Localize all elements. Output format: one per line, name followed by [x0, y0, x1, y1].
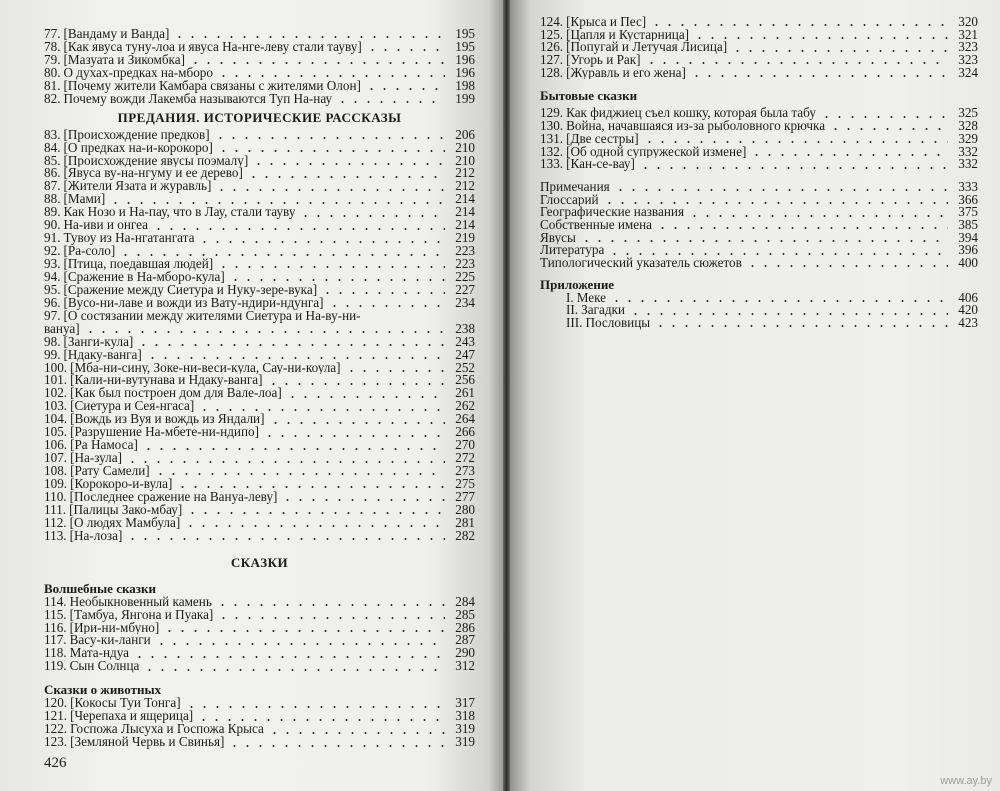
toc-entry: 111. [Палицы Зако-мбау] 280	[44, 501, 475, 517]
leader-dots	[365, 88, 445, 90]
leader-dots	[614, 189, 948, 191]
toc-entry: 83. [Происхождение предков] 206	[44, 126, 475, 142]
leader-dots	[217, 75, 445, 77]
toc-entry: 106. [Ра Намоса] 270	[44, 437, 475, 453]
toc-entry: 128. [Журавль и его жена] 324	[540, 64, 978, 80]
leader-dots	[126, 461, 445, 463]
leader-dots	[216, 604, 445, 606]
leader-dots	[580, 240, 948, 242]
leader-dots	[286, 396, 445, 398]
toc-entry: 92. [Ра-соло] 223	[44, 243, 475, 259]
leader-dots	[610, 300, 948, 302]
toc-entry: 82. Почему вожди Лакемба называются Туп На-нау 199	[44, 90, 475, 106]
leader-dots	[820, 116, 948, 118]
toc-entry: 125. [Цапля и Кустарница] 321	[540, 26, 978, 42]
leader-dots	[608, 253, 948, 255]
leader-dots	[688, 215, 948, 217]
toc-entry: 89. Как Нозо и На-пау, что в Лау, стали тауву 214	[44, 204, 475, 220]
leader-dots	[154, 473, 445, 475]
leader-dots	[336, 101, 445, 103]
toc-list-left-a	[44, 28, 475, 106]
leader-dots	[693, 37, 948, 39]
leader-dots	[639, 167, 948, 169]
leader-dots	[629, 313, 948, 315]
leader-dots	[299, 215, 445, 217]
leader-dots	[281, 499, 445, 501]
leader-dots	[137, 344, 445, 346]
toc-entry-continuation: вануа] 238	[44, 320, 475, 336]
toc-entry: Собственные имена 385	[540, 216, 978, 232]
leader-dots	[84, 331, 445, 333]
leader-dots	[829, 128, 948, 130]
leader-dots	[645, 62, 948, 64]
toc-entry: 130. Война, начавшаяся из-за рыболовного крючка 328	[540, 118, 978, 134]
toc-entry: 97. [О состязании между жителями Сиетура и На-ву-ни-	[44, 307, 361, 323]
toc-entry: 88. [Мами] 214	[44, 191, 475, 207]
toc-entry: Примечания 333	[540, 178, 978, 194]
leader-dots	[267, 383, 445, 385]
toc-list-right-b	[540, 107, 978, 170]
toc-entry: 118. Мата-ндуа 290	[44, 645, 475, 661]
leader-dots	[186, 512, 445, 514]
toc-list-left-b	[44, 126, 475, 543]
leader-dots	[229, 279, 445, 281]
leader-dots	[345, 370, 445, 372]
subsection-appendix: Приложение	[540, 276, 615, 292]
toc-entry: 127. [Угорь и Рак] 323	[540, 52, 978, 68]
toc-entry: Типологический указатель сюжетов 400	[540, 255, 978, 270]
leader-dots	[263, 435, 445, 437]
toc-entry: 132. [Об одной супружеской измене] 332	[540, 143, 978, 159]
toc-entry: II. Загадки 420	[566, 302, 978, 318]
toc-entry: 85. [Происхождение явусы поэмалу] 210	[44, 152, 475, 168]
toc-list-right-d	[540, 289, 978, 331]
leader-dots	[654, 325, 948, 327]
toc-entry: 99. [Ндаку-ванга] 247	[44, 346, 475, 362]
leader-dots	[133, 656, 445, 658]
toc-entry: 91. Тувоу из На-нгатангата 219	[44, 230, 475, 246]
leader-dots	[731, 50, 948, 52]
page-number-left: 426	[44, 755, 67, 771]
toc-list-right-a	[540, 16, 978, 79]
toc-entry: 129. Как фиджиец съел кошку, которая была табу 325	[540, 105, 978, 121]
toc-entry: 84. [О предках на-и-корокоро] 210	[44, 139, 475, 155]
toc-entry: 94. [Сражение в На-мборо-кула] 225	[44, 268, 475, 284]
leader-dots	[176, 486, 445, 488]
leader-dots	[198, 409, 445, 411]
toc-list-left-e	[44, 697, 475, 749]
leader-dots	[198, 241, 445, 243]
leader-dots	[366, 49, 445, 51]
toc-entry: 104. [Вождь из Вуя и вождь из Яндали] 264	[44, 411, 475, 427]
toc-entry: 105. [Разрушение На-мбете-ни-ндипо] 266	[44, 424, 475, 440]
leader-dots	[217, 617, 445, 619]
leader-dots	[643, 141, 948, 143]
toc-entry: 78. [Как явуса туну-лоа и явуса На-нге-леву стали тауву] 195	[44, 38, 475, 54]
subsection-magic-tales: Волшебные сказки	[44, 580, 156, 596]
toc-entry: 102. [Как был построен дом для Вале-лоа] 261	[44, 385, 475, 401]
toc-entry: I. Меке 406	[566, 289, 978, 305]
toc-entry: 117. Васу-ки-ланги 287	[44, 632, 475, 648]
leader-dots	[184, 525, 445, 527]
section-heading-tales: СКАЗКИ	[230, 554, 289, 570]
toc-entry: 131. [Две сестры] 329	[540, 130, 978, 146]
subsection-everyday-tales: Бытовые сказки	[540, 88, 638, 104]
toc-list-right-c	[540, 178, 978, 270]
leader-dots	[126, 538, 445, 540]
toc-entry: 100. [Мба-ни-сину, Зоке-ни-веси-кула, Сау-ни-коула] 252	[44, 359, 475, 375]
toc-entry: 86. [Явуса ву-на-нгуму и ее дерево] 212	[44, 165, 475, 181]
toc-entry: 81. [Почему жители Камбара связаны с жителями Олон] 198	[44, 77, 475, 93]
leader-dots	[228, 745, 445, 747]
toc-entry: 80. О духах-предках на-мборо 196	[44, 64, 475, 80]
leader-dots	[269, 422, 446, 424]
toc-entry: 114. Необыкновенный камень 284	[44, 593, 475, 609]
right-page	[510, 0, 1000, 791]
toc-entry: III. Пословицы 423	[566, 315, 978, 331]
leader-dots	[603, 202, 948, 204]
leader-dots	[656, 227, 948, 229]
toc-entry: 98. [Занги-кула] 243	[44, 333, 475, 349]
leader-dots	[746, 265, 948, 267]
toc-entry: 124. [Крыса и Пес] 320	[540, 14, 978, 29]
toc-entry: 107. [На-зула] 272	[44, 450, 475, 466]
leader-dots	[152, 228, 445, 230]
subsection-animal-tales: Сказки о животных	[44, 682, 162, 698]
leader-dots	[197, 719, 445, 721]
toc-entry: 108. [Рату Самели] 273	[44, 463, 475, 478]
leader-dots	[247, 176, 445, 178]
book-gutter	[503, 0, 510, 791]
toc-entry: 119. Сын Солнца 312	[44, 658, 475, 674]
leader-dots	[650, 24, 948, 26]
toc-entry: 109. [Корокоро-и-вула] 275	[44, 475, 475, 491]
toc-entry: 87. [Жители Язата и журавль] 212	[44, 178, 475, 194]
leader-dots	[217, 266, 445, 268]
toc-entry: 77. [Вандаму и Ванда] 195	[44, 26, 475, 41]
toc-entry: 121. [Черепаха и ящерица] 318	[44, 708, 475, 724]
leader-dots	[155, 643, 445, 645]
toc-entry: 95. [Сражение между Сиетура и Нуку-зере-вука] 227	[44, 281, 475, 297]
toc-entry: Литература 396	[540, 242, 978, 258]
toc-entry: 93. [Птица, поедавшая людей] 223	[44, 256, 475, 271]
toc-entry: 110. [Последнее сражение на Вануа-леву] 277	[44, 488, 475, 504]
watermark: www.ay.by	[940, 775, 992, 787]
leader-dots	[268, 732, 445, 734]
leader-dots	[750, 154, 948, 156]
leader-dots	[142, 448, 445, 450]
toc-entry: 112. [О людях Мамбула] 281	[44, 514, 475, 530]
toc-entry: Явусы 394	[540, 229, 978, 245]
leader-dots	[690, 75, 948, 77]
leader-dots	[328, 305, 446, 307]
toc-entry: 116. [Ири-ни-мбуно] 286	[44, 619, 475, 635]
toc-entry: 90. На-иви и онгеа 214	[44, 217, 475, 233]
leader-dots	[185, 706, 445, 708]
toc-entry: 113. [На-лоза] 282	[44, 527, 475, 543]
toc-entry: 133. [Кан-се-вау] 332	[540, 156, 978, 172]
toc-entry: 101. [Кали-ни-вутунава и Ндаку-ванга] 256	[44, 372, 475, 388]
toc-entry: Глоссарий 366	[540, 191, 978, 207]
leader-dots	[109, 202, 445, 204]
toc-entry: 103. [Сиетура и Сея-нгаса] 262	[44, 398, 475, 414]
leader-dots	[146, 357, 445, 359]
toc-entry: 115. [Тамбуа, Янгона и Пуака] 285	[44, 606, 475, 622]
leader-dots	[119, 254, 445, 256]
leader-dots	[252, 163, 445, 165]
toc-entry: 126. [Попугай и Летучая Лисица] 323	[540, 39, 978, 55]
toc-entry: 122. Госпожа Лысуха и Госпожа Крыса 319	[44, 721, 475, 737]
toc-entry: Географические названия 375	[540, 204, 978, 220]
toc-list-left-d	[44, 593, 475, 674]
leader-dots	[173, 36, 445, 38]
leader-dots	[215, 189, 445, 191]
toc-entry: 120. [Кокосы Туи Тонга] 317	[44, 695, 475, 711]
toc-entry: 96. [Вусо-ни-лаве и вожди из Вату-ндири-ндунга] 234	[44, 294, 475, 310]
leader-dots	[321, 292, 445, 294]
toc-entry: 123. [Земляной Червь и Свинья] 319	[44, 734, 475, 750]
leader-dots	[143, 669, 445, 671]
toc-entry: 79. [Мазуата и Зикомбка] 196	[44, 51, 475, 67]
leader-dots	[217, 150, 445, 152]
leader-dots	[214, 137, 445, 139]
leader-dots	[189, 62, 445, 64]
leader-dots	[163, 630, 445, 632]
section-heading-traditions: ПРЕДАНИЯ. ИСТОРИЧЕСКИЕ РАССКАЗЫ	[117, 109, 402, 125]
